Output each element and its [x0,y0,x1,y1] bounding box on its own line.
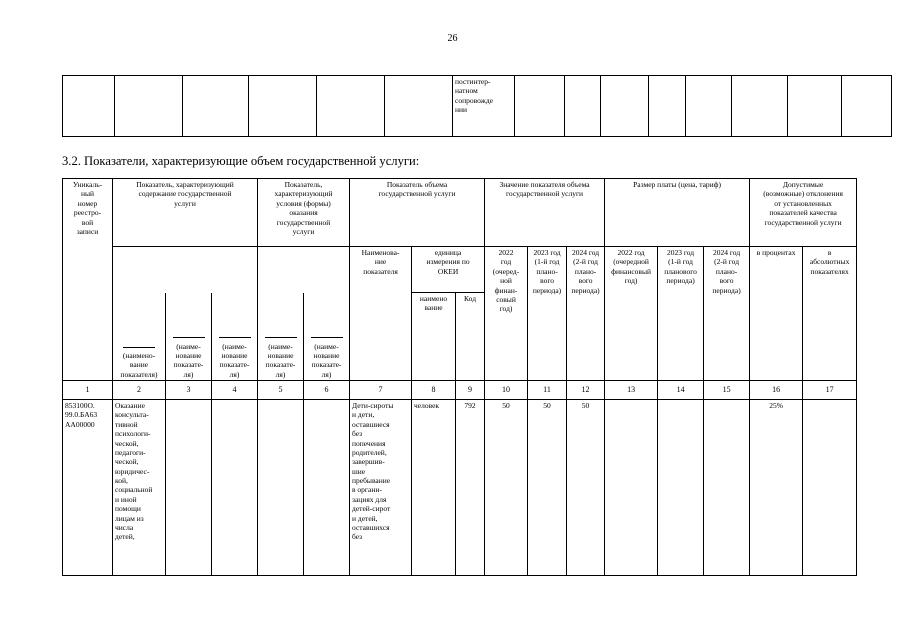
column-number: 17 [803,381,857,400]
fee-header: Размер платы (цена, тариф) [605,179,750,247]
unit-name-cell: человек [412,400,456,576]
section-heading: 3.2. Показатели, характеризующие объем государственной услуги: [62,154,420,168]
registry-number-cell: 853100О. 99.0.БА63 АА00000 [63,400,113,576]
fee-2023-header: 2023 год (1-й год планового периода) [658,247,704,381]
conditions-indicator-header: Показатель, характеризующий условия (формы) оказания государственной услуги [258,179,350,247]
page-number: 26 [447,33,458,44]
column-number: 14 [658,381,704,400]
table-row [63,400,857,576]
unit-code-header: Код [456,293,485,381]
sub-header-5: (наиме- нование показате- ля) [311,341,342,379]
year-2024-header: 2024 год (2-й год плано- вого периода) [567,247,605,381]
volume-indicator-header: Показатель объема государственной услуги [350,179,485,247]
content-cell: Оказание консульта- тивной психологи- ческой, педагоги- ческой, юридичес- кой, социальной и иной помощи лицам из числа детей, [113,400,166,576]
deviation-header: Допустимые (возможные) отклонения от установленных показателей качества государственной услуги [750,179,857,247]
year-2023-header: 2023 год (1-й год плано- вого периода) [528,247,567,381]
column-number: 11 [528,381,567,400]
unit-header: единица измерения по ОКЕИ [412,247,485,293]
column-number: 13 [605,381,658,400]
unit-code-cell: 792 [456,400,485,576]
indicator-name-header: Наименова- ние показателя [350,247,412,381]
value-2023-cell: 50 [528,400,567,576]
column-number: 9 [456,381,485,400]
column-number: 3 [166,381,212,400]
column-number: 5 [258,381,304,400]
fee-2022-header: 2022 год (очередной финансовый год) [605,247,658,381]
column-number: 10 [485,381,528,400]
indicator-cell: Дети-сироты и дети, оставшиеся без попечения родителей, завершив- шие пребывание в органи- зациях для детей-сирот и детей, оставшихся без [350,400,412,576]
absolute-header: в абсолютных показателях [803,247,857,381]
percent-header: в процентах [750,247,803,381]
unit-name-header: наимено вание [412,293,456,381]
column-numbers-row [63,381,857,400]
volume-value-header: Значение показателя объема государственной услуги [485,179,605,247]
column-number: 1 [63,381,113,400]
percent-cell: 25% [750,400,803,576]
registry-header: Уникаль- ный номер реестро- вой записи [63,179,113,381]
header-row-1 [63,179,857,247]
column-number: 12 [567,381,605,400]
volume-indicators-table [62,178,857,576]
column-number: 2 [113,381,166,400]
header-row-2 [63,247,857,293]
sub-header-4: (наиме- нование показате- ля) [265,341,296,379]
column-number: 7 [350,381,412,400]
fee-2024-header: 2024 год (2-й год плано- вого периода) [704,247,750,381]
table-row [63,76,892,137]
year-2022-header: 2022 год (очеред- ной финан- совый год) [485,247,528,381]
continuation-table [62,75,892,137]
sub-header-3: (наиме- нование показате- ля) [219,341,250,379]
column-number: 6 [304,381,350,400]
top-row-text: постинтер- натном сопровожде нии [453,76,515,137]
sub-header-2: (наиме- нование показате- ля) [173,341,204,379]
value-2022-cell: 50 [485,400,528,576]
column-number: 15 [704,381,750,400]
sub-header-1: (наимено- вание показателя) [120,350,158,379]
column-number: 8 [412,381,456,400]
content-indicator-header: Показатель, характеризующий содержание государственной услуги [113,179,258,247]
column-number: 4 [212,381,258,400]
value-2024-cell: 50 [567,400,605,576]
column-number: 16 [750,381,803,400]
